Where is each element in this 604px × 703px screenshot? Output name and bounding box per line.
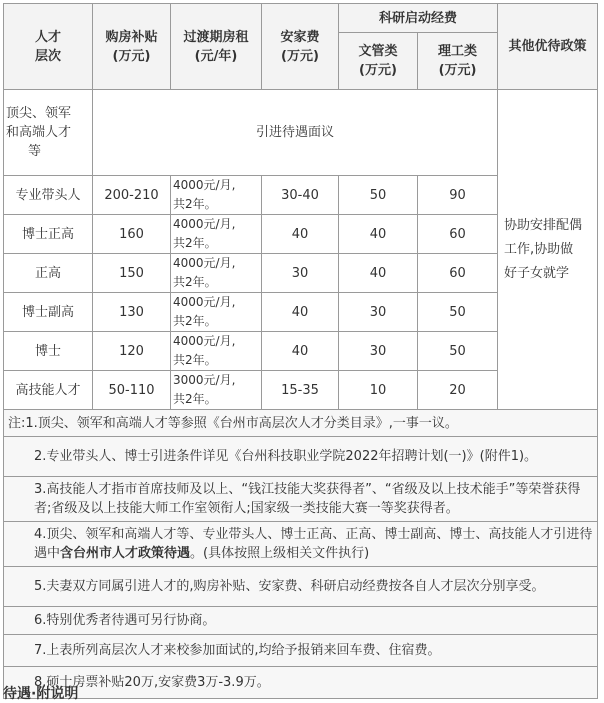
row-sci: 60 [418, 215, 498, 254]
row-rent: 4000元/月, 共2年。 [171, 176, 262, 215]
row-housing: 160 [93, 215, 171, 254]
header-settlement-fee: 安家费 (万元) [262, 4, 339, 90]
row-housing: 150 [93, 254, 171, 293]
row-rent: 4000元/月, 共2年。 [171, 254, 262, 293]
note-3: 3.高技能人才指市首席技师及以上、“钱江技能大奖获得者”、“省级及以上技术能手”等荣誉获得者;省级及以上技能大师工作室领衔人;国家级一类技能大赛一等奖获得者。 [4, 477, 598, 522]
note-6: 6.特别优秀者待遇可另行协商。 [4, 607, 598, 635]
row-rent: 3000元/月, 共2年。 [171, 371, 262, 410]
row-level: 正高 [4, 254, 93, 293]
header-talent-level: 人才 层次 [4, 4, 93, 90]
top-talent-negotiable: 引进待遇面议 [93, 90, 498, 176]
talent-policy-table [3, 3, 598, 699]
row-sci: 50 [418, 293, 498, 332]
note-4: 4.顶尖、领军和高端人才等、专业带头人、博士正高、正高、博士副高、博士、高技能人才引进待遇中含台州市人才政策待遇。(具体按照上级相关文件执行) [4, 522, 598, 567]
note-2: 2.专业带头人、博士引进条件详见《台州科技职业学院2022年招聘计划(一)》(附件1)。 [4, 437, 598, 477]
row-level: 专业带头人 [4, 176, 93, 215]
header-science-engineering: 理工类 (万元) [418, 33, 498, 90]
row-sci: 90 [418, 176, 498, 215]
row-settle: 40 [262, 293, 339, 332]
header-other-policy: 其他优待政策 [498, 4, 598, 90]
header-transition-rent: 过渡期房租 (元/年) [171, 4, 262, 90]
top-talent-level: 顶尖、领军 和高端人才 等 [4, 90, 93, 176]
row-housing: 50-110 [93, 371, 171, 410]
row-settle: 30-40 [262, 176, 339, 215]
note-1: 注:1.顶尖、领军和高端人才等参照《台州市高层次人才分类目录》,一事一议。 [4, 410, 598, 437]
row-arts: 10 [339, 371, 418, 410]
row-sci: 50 [418, 332, 498, 371]
other-policy-cell: 协助安排配偶 工作,协助做 好子女就学 [498, 90, 598, 410]
row-settle: 15-35 [262, 371, 339, 410]
row-settle: 40 [262, 332, 339, 371]
row-arts: 30 [339, 332, 418, 371]
row-arts: 30 [339, 293, 418, 332]
note-5: 5.夫妻双方同属引进人才的,购房补贴、安家费、科研启动经费按各自人才层次分别享受。 [4, 567, 598, 607]
row-level: 博士副高 [4, 293, 93, 332]
note-8: 8.硕士房票补贴20万,安家费3万-3.9万。 [4, 667, 598, 699]
row-arts: 50 [339, 176, 418, 215]
header-research-funding: 科研启动经费 [339, 4, 498, 33]
note-7: 7.上表所列高层次人才来校参加面试的,均给予报销来回车费、住宿费。 [4, 635, 598, 667]
header-arts-management: 文管类 (万元) [339, 33, 418, 90]
row-sci: 60 [418, 254, 498, 293]
row-housing: 130 [93, 293, 171, 332]
cut-off-heading: 待遇·附说明 [3, 686, 79, 702]
row-sci: 20 [418, 371, 498, 410]
row-level: 高技能人才 [4, 371, 93, 410]
row-housing: 120 [93, 332, 171, 371]
row-arts: 40 [339, 254, 418, 293]
row-level: 博士 [4, 332, 93, 371]
row-rent: 4000元/月, 共2年。 [171, 215, 262, 254]
row-level: 博士正高 [4, 215, 93, 254]
row-settle: 30 [262, 254, 339, 293]
row-rent: 4000元/月, 共2年。 [171, 293, 262, 332]
row-housing: 200-210 [93, 176, 171, 215]
row-settle: 40 [262, 215, 339, 254]
row-rent: 4000元/月, 共2年。 [171, 332, 262, 371]
header-housing-subsidy: 购房补贴 (万元) [93, 4, 171, 90]
row-arts: 40 [339, 215, 418, 254]
